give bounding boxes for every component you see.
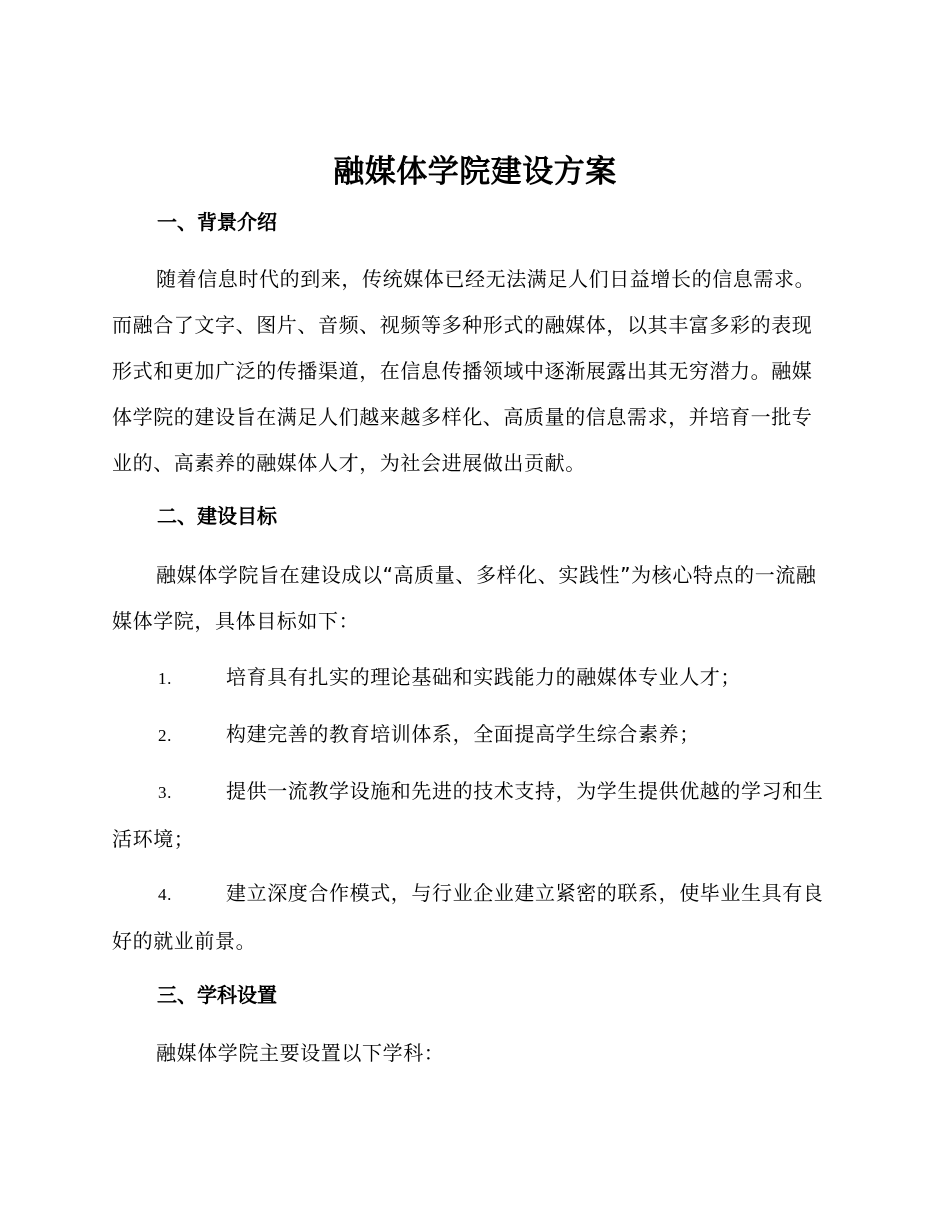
list-item [112, 768, 832, 862]
section-heading-goals: 二、建设目标 [157, 504, 277, 528]
paragraph-goals-intro: 融媒体学院旨在建设成以“高质量、多样化、实践性”为核心特点的一流融媒体学院，具体目标如下： [112, 563, 817, 633]
list-item-text: 提供一流教学设施和先进的技术支持，为学生提供优越的学习和生活环境； [112, 779, 824, 851]
list-item-text: 构建完善的教育培训体系，全面提高学生综合素养； [226, 722, 700, 746]
list-item-text: 建立深度合作模式，与行业企业建立紧密的联系，使毕业生具有良好的就业前景。 [112, 881, 824, 953]
document-title: 融媒体学院建设方案 [333, 154, 617, 190]
paragraph-subjects-intro: 融媒体学院主要设置以下学科： [156, 1041, 445, 1065]
list-item-number: 3. [158, 783, 172, 802]
list-item [112, 870, 832, 964]
list-item-text: 培育具有扎实的理论基础和实践能力的融媒体专业人才； [226, 665, 741, 689]
list-item [112, 654, 832, 702]
list-item-number: 4. [158, 885, 172, 904]
list-item-number: 2. [158, 726, 172, 745]
list-item [112, 711, 832, 759]
paragraph-background: 随着信息时代的到来，传统媒体已经无法满足人们日益增长的信息需求。而融合了文字、图片、音频、视频等多种形式的融媒体，以其丰富多彩的表现形式和更加广泛的传播渠道，在信息传播领域中逐渐展露出其无穷潜力。融媒体学院的建设旨在满足人们越来越多样化、高质量的信息需求，并培育一批专业的、高素养的融媒体人才，为社会进展做出贡献。 [112, 267, 816, 475]
section-heading-background: 一、背景介绍 [157, 210, 277, 234]
list-item-number: 1. [158, 669, 172, 688]
section-heading-subjects: 三、学科设置 [157, 983, 277, 1007]
